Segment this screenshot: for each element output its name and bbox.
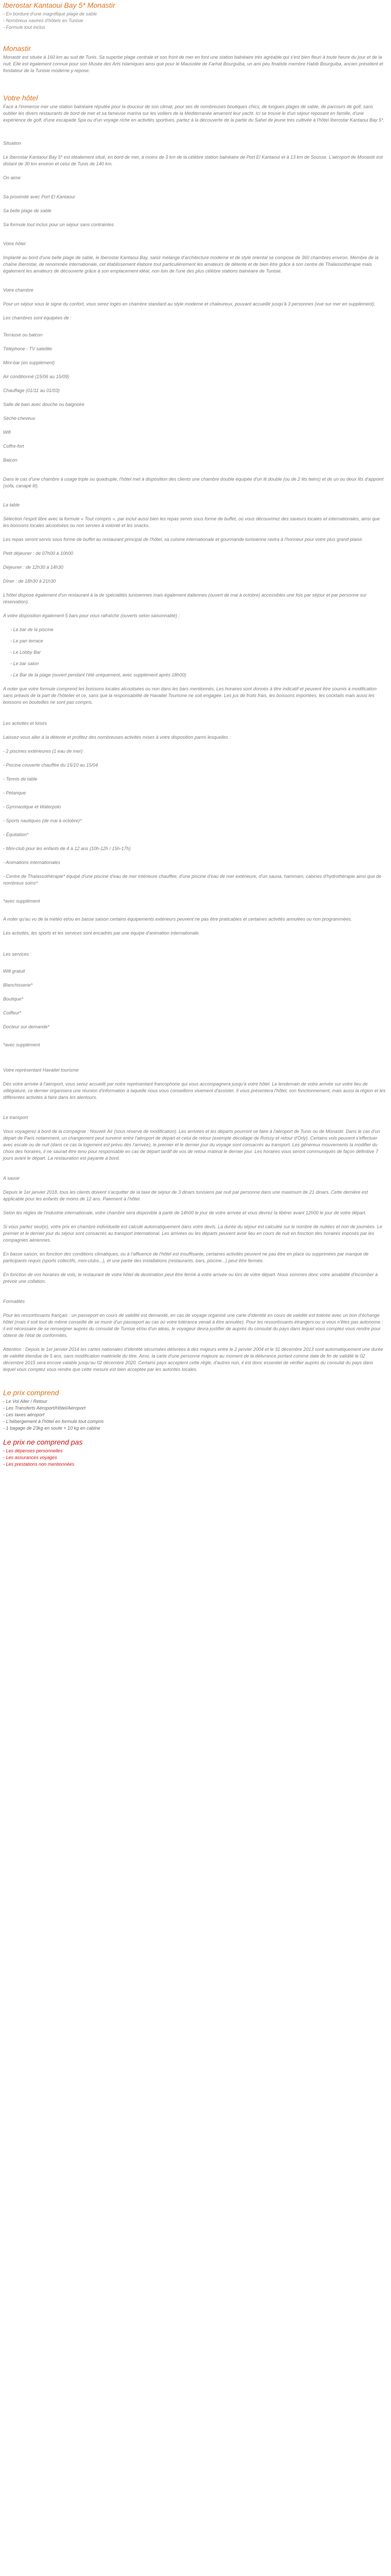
equipement-item: Air conditionné (15/06 au 15/09) bbox=[3, 374, 70, 379]
votre-hotel-label: Votre hôtel bbox=[3, 241, 26, 246]
a-savoir-label: A savoir bbox=[3, 1176, 20, 1181]
chambre-text: Pour un séjour sous le signe du confort, vous serez logés en chambre standard au style moderne et chaleureux, pouvant accueillir jusqu'à 3 personnes (vue sur mer en supplément). bbox=[3, 301, 376, 307]
prix-comprend-title: Le prix comprend bbox=[3, 1388, 59, 1397]
monastir-title: Monastir bbox=[3, 44, 31, 53]
page bbox=[0, 2, 391, 1478]
activites-text3: Les activités, les sports et les services sont encadrés par une équipe d'animation internationale. bbox=[3, 930, 200, 936]
situation-text: Le Iberostar Kantaoui Bay 5* est idéalement situé, en bord de mer, à moins de 3 km de la célèbre station balnéaire de Port El Kantaoui et à 13 km de Sousse. L'aéroport de Monastir est distant de 30 km environ et celui de Tunis de 140 km. bbox=[3, 155, 383, 166]
on-aime-label: On aime bbox=[3, 175, 21, 180]
activite-item: - Animations internationales bbox=[3, 860, 60, 865]
activite-item: - Équitation* bbox=[3, 832, 29, 837]
formalites-text: Pour les ressortissants français : un passeport en cours de validité est demandé, en cas de voyage organisé une carte d'identité en cours de validité est tolérée avec un bon d'échange hôtel (mais il soit tout de même conseillé de se munir d'un passeport au cas où votre tolérance venait à être annulée). Pour les ressortissants étrangers ou si vous n'êtes pas autonome : il est nécessaire de se renseigner auprès du consulat de Tunisie et/ou d'un aléas, le voyageur devra justifier de auprès du consulat du pays dans lequel vous comptez vous rendre pour obtenir de l'état de conformités. bbox=[3, 1313, 383, 1338]
table-text4: A votre disposition également 5 bars pour vous rafraîchir (ouverts selon saisonnalité) : bbox=[3, 613, 180, 618]
table-label: La table bbox=[3, 502, 20, 507]
equipements-label: Les chambres sont équipées de : bbox=[3, 315, 72, 320]
prix-comprend-list bbox=[3, 1398, 386, 1432]
service-item: Boutique* bbox=[3, 996, 24, 1002]
bars-list bbox=[10, 626, 386, 679]
hotel-intro: Face à l'immense mer une station balnéaire réputée pour la douceur de son climat, pour ses de nombreuses boutiques chics, de longues plages de sable, de parcours de golf, sans oublier les divers restaurants de bord de mer et sa fameuse marina sur les voiliers de la Méditerranée amarrent leur yacht. Ici se trouve le d'un séjour reposant en famille, d'une expérience de golf, d'une escapade Spa ou d'un voyage riche en activités sportives, partez à la découverte de la partie du Sahel de jeune très cultivée à l'hôtel Iberostar Kantaoui Bay 5*. bbox=[3, 104, 385, 123]
votre-hotel-text: Implanté au bord d'une belle plage de sable, le Iberostar Kantaoui Bay, saisir mélange d'architecture moderne et de style oriental se compose de 360 chambres environ. Membre de la chaîne Iberostar, de renommée internationale, cet établissement élabore tout particulièrement les amateurs de détente et de bien être grâce à son centre de Thalassothérapie mais également les amateurs de découverte grâce à son emplacement idéal, non loin de l'une des plus célèbre stations balnéaire de Tunisie. bbox=[3, 255, 379, 274]
service-item: Coiffeur* bbox=[3, 1010, 22, 1015]
equipement-item: Balcon bbox=[3, 457, 18, 463]
prix-comprend-item: - Les Transferts Aéroport/Hôtel/Aéroport bbox=[3, 1405, 86, 1411]
table-text2: Les repas seront servis sous forme de buffet au restaurant principal de l'hôtel, sa cuisine internationale et gourmande tunisienne ravira à l'honneur pour votre plus grand plaisir. bbox=[3, 537, 364, 542]
bar-item: - Le Bar de la plage (ouvert pendant l'été uniquement, avec supplément après 18h00) bbox=[10, 672, 186, 677]
chambre-label: Votre chambre bbox=[3, 287, 34, 293]
prix-ne-comprend-item: - Les prestations non mentionnées bbox=[3, 1462, 75, 1467]
hotel-title: Iberostar Kantaoui Bay 5* Monastir bbox=[3, 1, 116, 9]
attention-text: Attention : Depuis le 1er janvier 2014 les cartes nationales d'identité sécurisées délivrées à des majeurs entre le 2 janvier 2004 et le 31 décembre 2013 sont automatiquement une durée de validité étendue de 5 ans, sans modification matérielle du titre. Ainsi, la carte d'une personne majeure au moment de la délivrance portant comme date de fin de validité le 02 décembre 2015 sera encore valable jusqu'au 02 décembre 2020. Certains pays acceptent cette règle, d'autres non, il est donc essentiel de vérifier auprès du consulat du pays dans lequel vous comptez vous rendre que cette mesure est bien acceptée par les autorités locales. bbox=[3, 1347, 383, 1372]
diner-hours: Dîner : de 18h30 à 21h30 bbox=[3, 579, 56, 584]
equipement-item: Coffre-fort bbox=[3, 444, 24, 449]
bar-item: - Le pan terrace bbox=[10, 638, 43, 643]
dejeuner-hours: Déjeuner : de 12h30 à 14h30 bbox=[3, 565, 63, 570]
highlight-list bbox=[3, 11, 386, 31]
equipement-item: Mini-bar (en supplément) bbox=[3, 360, 55, 365]
monastir-text: Monastir est située à 160 km au sud de Tunis. Sa superbe plage centrale et son front de mer en font une station balnéaire très agréable qui s'est bien fleuri à toute heure du jour et de la nuit. Elle est également connue pour son Musée des Arts Islamiques ainsi que pour le Mausolée de Farhat Bourguiba, un ami peu finaliste membre Habib Bourguiba, ancien président et fondateur de la Tunisie moderne y repose. bbox=[3, 55, 383, 73]
activite-item: - Mini-club pour les enfants de 4 à 12 ans (10h-12h / 15h-17h) bbox=[3, 846, 131, 851]
transport-label: Le transport bbox=[3, 1115, 28, 1120]
activite-item: - Piscine couverte chauffée du 15/10 au 15/04 bbox=[3, 762, 98, 768]
chambre-note: Dans le cas d'une chambre à usage triple ou quadruple, l'hôtel met à disposition des clients une chambre double équipée d'un lit double (ou de 2 lits twins) et de un ou deux lits d'appoint (sofa, canapé lit). bbox=[3, 477, 384, 488]
a-savoir-text3: Si vous partez seul(e), votre prix en chambre individuelle est calculé automatiquement dans votre devis. La durée du séjour est calculée sur le nombre de nuitées et non de journées. Le premier et le dernier jour du séjour sont consacrés au transport international. Les arrivées ou les départs peuvent avoir lieu en cours de nuit en fonction des horaires imposés par les compagnies aériennes. bbox=[3, 1224, 382, 1243]
bar-item: - Le bar de la piscine bbox=[10, 627, 54, 632]
equipement-item: Sèche-cheveux bbox=[3, 416, 36, 421]
services-note: *avec supplément bbox=[3, 1042, 40, 1047]
on-aime-item: Sa formule tout inclus pour un séjour sans contraintes bbox=[3, 222, 114, 227]
prix-comprend-item: - L'hébergement à l'hôtel en formule tout compris bbox=[3, 1419, 104, 1424]
table-text5: A noter que votre formule comprend les boissons locales alcoolisées ou non dans les bars mentionnés. Les horaires sont donnés à titre indicatif et peuvent être soumis à modification sans préavis de la part de l'hôtelier et ce, sans que la responsabilité de Havaitel Tourisme ne soit engagée. Les jus de fruits frais, les boissons importées, les cocktails mais aussi les boissons en bouteilles ne sont pas compris. bbox=[3, 686, 377, 705]
activite-item: - Pétanque bbox=[3, 790, 26, 795]
activites-intro: Laissez-vous aller à la détente et profitez des nombreuses activités mises à votre disposition parmi lesquelles : bbox=[3, 735, 231, 740]
prix-ne-comprend-item: - Les assurances voyages bbox=[3, 1455, 57, 1460]
highlight-item: - En bordure d'une magnifique plage de sable bbox=[3, 11, 97, 16]
a-savoir-text: Depuis le 1er janvier 2018, tous les clients doivent s'acquitter de la taxe de séjour de 3 dinars tunisiens par nuit par personne dans une maximum de 21 dinars. Cette dernière est applicable pour les enfants de moins de 12 ans. Paiement à l'hôtel. bbox=[3, 1190, 368, 1201]
representant-label: Votre représentant Havaitel tourisme bbox=[3, 1067, 79, 1073]
bar-item: - Le Lobby Bar bbox=[10, 650, 41, 655]
equipement-item: Wifi bbox=[3, 430, 11, 435]
transport-text: Vous voyagerez à bord de la compagnie : Nouvelr Air (sous réserve de modification). Les arrivées et les départs pourront se faire à l'aéroport de Tunis ou de Monastir. Dans le cas d'un départ de Paris notamment, un changement peut survenir entre l'aéroport de départ et celui de retour (exemple décollage de Roissy et retour d'Orly). Certains vols peuvent s'effectuer avec escale ou de nuit (dans ce cas la logement est prévu dès l'arrivée), le premier et le dernier jour du voyage sont consacrés au transport. Les généreux mouvements la modifier du choix des horaires, il ne saurait être tenu pour responsable en cas de départ tardif de vos de retour matinal le dernier jour. Les horaires vous seront communiqués de façon définitive 7 jours avant le départ. La restauration est payante à bord. bbox=[3, 1129, 380, 1161]
activites-note: *avec supplément bbox=[3, 899, 40, 904]
service-item: Wifi gratuit bbox=[3, 969, 25, 974]
activite-item: - Sports nautiques (de mai à octobre)* bbox=[3, 818, 82, 823]
prix-comprend-item: - Les taxes aéroport bbox=[3, 1412, 45, 1417]
on-aime-item: Sa belle plage de sable bbox=[3, 208, 52, 213]
on-aime-item: Sa proximité avec Port El Kantaoui bbox=[3, 194, 75, 199]
bar-item: - Le bar salon bbox=[10, 661, 39, 666]
equipement-item: Chauffage (01/11 au 01/03) bbox=[3, 388, 60, 393]
prix-comprend-item: - 1 bagage de 23kg en soute + 10 kg en cabine bbox=[3, 1426, 101, 1431]
formalites-label: Formalités bbox=[3, 1299, 25, 1304]
hotel-section-title: Votre hôtel bbox=[3, 94, 38, 102]
equipement-item: Terrasse ou balcon bbox=[3, 332, 43, 337]
prix-comprend-item: - Le Vol Aller / Retour bbox=[3, 1399, 47, 1404]
a-savoir-text5: En fonction de vos horaires de vols, le restaurant de votre hôtel de destination peut être fermé à votre arrivée ou lors de votre départ. Nous sommes donc votre amabilité d'incomber à prévoir une collation. bbox=[3, 1272, 378, 1284]
activite-item: - 2 piscines extérieures (1 eau de mer) bbox=[3, 749, 83, 754]
activites-text2: A noter qu'au vu de la météo et/ou en basse saison certains équipements extérieurs peuvent ne pas être praticables et certaines activités annulées ou non programmées. bbox=[3, 917, 352, 922]
representant-text: Dès votre arrivée à l'aéroport, vous serez accueilli par notre représentant francophone qui vous accompagnera jusqu'à votre hôtel. Le lendemain de votre arrivée sur votre lieu de villégiature, ce dernier organisera une réunion d'information à laquelle nous vous conseillons vivement d'assister. Il vous présentera l'hôtel, son fonctionnement, mais aussi la région et les différentes activités à faire dans les alentours. bbox=[3, 1081, 386, 1100]
prix-ne-comprend-title: Le prix ne comprend pas bbox=[3, 1438, 83, 1446]
petit-dejeuner-hours: Petit déjeuner : de 07h00 à 10h00 bbox=[3, 551, 73, 556]
service-item: Docteur sur demande* bbox=[3, 1024, 50, 1029]
activite-item: - Centre de Thalassothérapie* équipé d'une piscine d'eau de mer intérieure chauffée, d'une piscine d'eau de mer extérieure, d'un sauna, hammam, cabines d'hydrothérapie ainsi que de nombreux soins* bbox=[3, 874, 382, 886]
prix-ne-comprend-list bbox=[3, 1448, 386, 1468]
situation-label: Situation bbox=[3, 141, 22, 146]
equipement-item: Téléphone - TV satellite bbox=[3, 346, 53, 351]
activites-label: Les activités et loisirs bbox=[3, 721, 47, 726]
table-text3: L'hôtel dispose également d'un restaurant à la de spécialités tunisiennes mais également italiennes (ouvert de mai à octobre) accessibles une fois par séjour et par personne sur réservation). bbox=[3, 592, 367, 604]
service-item: Blanchisserie* bbox=[3, 982, 33, 988]
activite-item: - Tennis de table bbox=[3, 776, 38, 782]
highlight-item: - Nombreux navires d'hôtels en Tunisie bbox=[3, 18, 84, 23]
a-savoir-text4: En basse saison, en fonction des conditions climatiques, ou à l'affluence de l'hôtel est insuffisante, certaines activités peuvent ne pas être en place ou supprimées par manque de participants requis (sports collectifs, mini-clubs...), et une partie des installations (restaurants, bars, piscine...) peut être fermée. bbox=[3, 1251, 369, 1263]
activite-item: - Gymnastique et Waterpolo bbox=[3, 804, 61, 809]
prix-ne-comprend-item: - Les dépenses personnelles bbox=[3, 1448, 63, 1453]
table-text: Sélection l'esprit libre avec la formule « Tout compris », par inclut aussi bien les repas servis sous forme de buffet, où vous découvrirez des saveurs locales et internationales, ainsi que les boissons locales alcoolisées ou non servies à volonté et les snacks. bbox=[3, 516, 380, 528]
highlight-item: - Formule tout inclus bbox=[3, 25, 45, 30]
a-savoir-text2: Selon les règles de l'industrie internationale, votre chambre sera disponible à partir de 14h00 le jour de votre arrivée et vous devrez la libérer avant 12h00 le jour de votre départ. bbox=[3, 1210, 367, 1215]
services-label: Les services : bbox=[3, 952, 32, 957]
equipement-item: Salle de bain avec douche ou baignoire bbox=[3, 402, 85, 407]
